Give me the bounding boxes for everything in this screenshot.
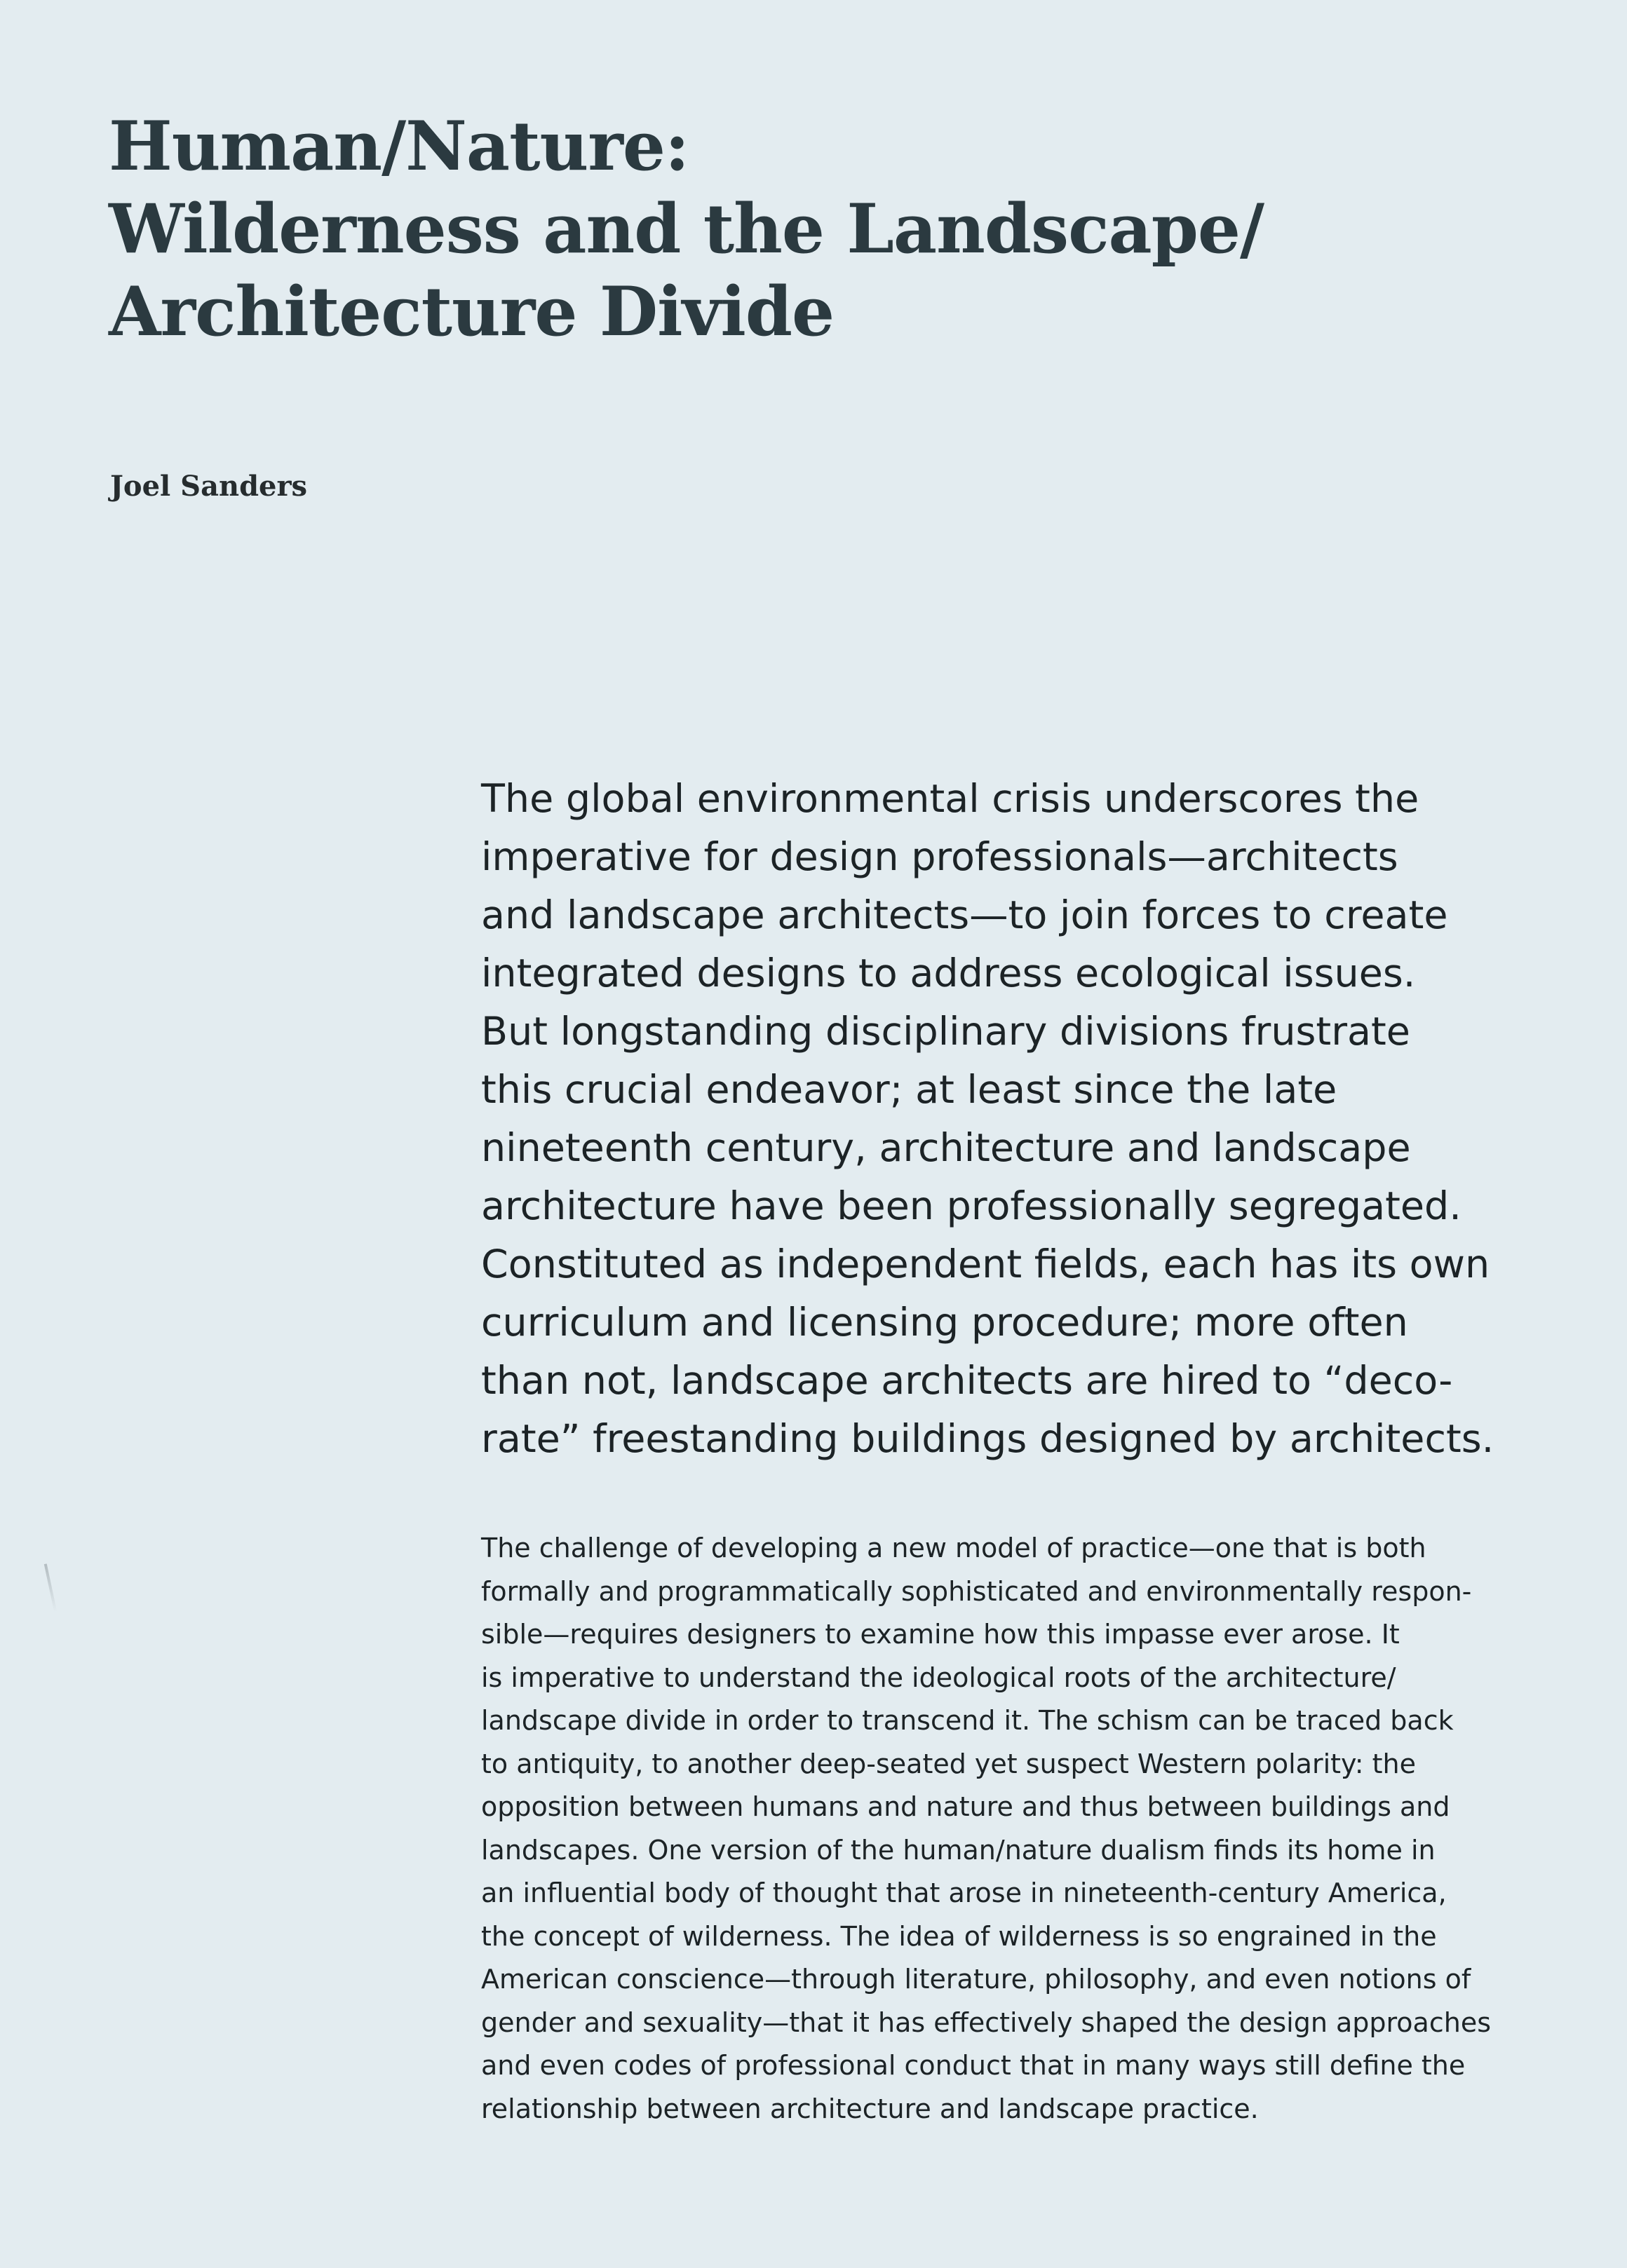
body-line: opposition between humans and nature and thus between buildings and: [481, 1791, 1450, 1822]
body-paragraph: [481, 1527, 1561, 2131]
lede-line: imperative for design professionals—architects: [481, 834, 1398, 880]
lede-line: nineteenth century, architecture and landscape: [481, 1125, 1411, 1171]
body-line: to antiquity, to another deep-seated yet suspect Western polarity: the: [481, 1748, 1417, 1779]
lede-line: Constituted as independent fields, each has its own: [481, 1242, 1490, 1287]
lede-line: this crucial endeavor; at least since the late: [481, 1067, 1337, 1113]
lede-line: But longstanding disciplinary divisions frustrate: [481, 1009, 1410, 1054]
body-line: is imperative to understand the ideological roots of the architecture/: [481, 1662, 1396, 1693]
lede-line: than not, landscape architects are hired to “deco-: [481, 1358, 1453, 1404]
lede-line: The global environmental crisis underscores the: [481, 776, 1419, 822]
body-line: landscapes. One version of the human/nature dualism finds its home in: [481, 1834, 1436, 1866]
body-line: and even codes of professional conduct that in many ways still define the: [481, 2050, 1466, 2081]
body-line: landscape divide in order to transcend it. The schism can be traced back: [481, 1705, 1454, 1736]
lede-line: curriculum and licensing procedure; more often: [481, 1300, 1408, 1345]
lede-paragraph: [481, 770, 1561, 1468]
body-line: relationship between architecture and landscape practice.: [481, 2093, 1259, 2124]
body-line: sible—requires designers to examine how this impasse ever arose. It: [481, 1619, 1400, 1650]
body-line: the concept of wilderness. The idea of wilderness is so engrained in the: [481, 1920, 1437, 1952]
author-name: Joel Sanders: [110, 470, 308, 503]
article-title: [109, 105, 1264, 353]
scan-mark: [44, 1563, 57, 1612]
title-line: Wilderness and the Landscape/: [109, 189, 1264, 269]
body-line: an influential body of thought that arose in nineteenth-century America,: [481, 1877, 1447, 1908]
lede-line: rate” freestanding buildings designed by architects.: [481, 1416, 1494, 1462]
body-line: The challenge of developing a new model of practice—one that is both: [481, 1533, 1426, 1563]
lede-line: architecture have been professionally segregated.: [481, 1183, 1461, 1229]
body-line: gender and sexuality—that it has effectively shaped the design approaches: [481, 2006, 1491, 2038]
lede-line: and landscape architects—to join forces to create: [481, 892, 1448, 938]
lede-line: integrated designs to address ecological issues.: [481, 951, 1416, 996]
title-line: Human/Nature:: [109, 107, 689, 186]
body-line: formally and programmatically sophisticated and environmentally respon-: [481, 1575, 1472, 1607]
title-line: Architecture Divide: [109, 272, 835, 351]
body-line: American conscience—through literature, philosophy, and even notions of: [481, 1964, 1471, 1995]
